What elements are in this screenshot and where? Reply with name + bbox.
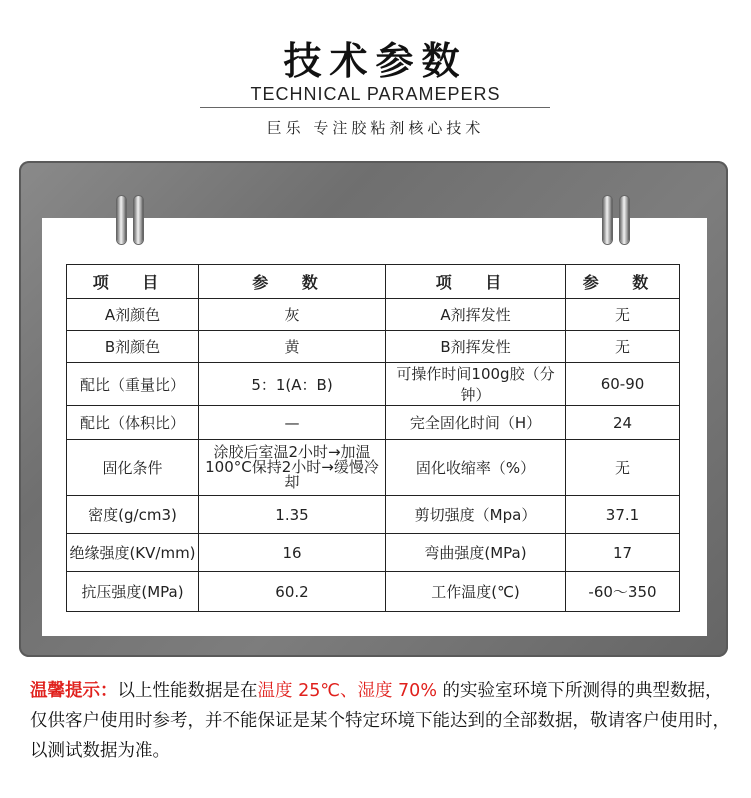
- table-row: [67, 331, 680, 363]
- page-subtitle: TECHNICAL PARAMEPERS: [250, 84, 501, 104]
- binder-ring-icon: [620, 196, 629, 244]
- table-row: [67, 534, 680, 572]
- header-value: 参 数: [566, 265, 680, 299]
- table-header-row: [67, 265, 680, 299]
- param-name: 密度(g/cm3): [67, 496, 199, 534]
- page-title: 技术参数: [283, 39, 468, 83]
- param-value: 无: [566, 299, 680, 331]
- param-name: 配比（重量比）: [67, 363, 199, 406]
- param-name: 工作温度(℃): [386, 572, 566, 612]
- param-name: 绝缘强度(KV/mm): [67, 534, 199, 572]
- param-name: A剂颜色: [67, 299, 199, 331]
- param-value: -60～350: [566, 572, 680, 612]
- param-value: 24: [566, 406, 680, 440]
- notice-humidity: 湿度 70%: [357, 681, 437, 701]
- tagline: 巨乐 专注胶粘剂核心技术: [266, 119, 485, 137]
- table-row: [67, 406, 680, 440]
- param-name: 抗压强度(MPa): [67, 572, 199, 612]
- param-value: 16: [199, 534, 386, 572]
- notice-temperature: 温度 25℃: [257, 681, 340, 701]
- param-name: 弯曲强度(MPa): [386, 534, 566, 572]
- param-value: —: [199, 406, 386, 440]
- notice-text: [30, 676, 730, 766]
- param-name: 剪切强度（Mpa）: [386, 496, 566, 534]
- binder-ring-icon: [117, 196, 126, 244]
- table-row: [67, 496, 680, 534]
- param-value: 37.1: [566, 496, 680, 534]
- binder-ring-icon: [603, 196, 612, 244]
- param-value: 灰: [199, 299, 386, 331]
- table-row: [67, 363, 680, 406]
- spec-table: [66, 264, 680, 612]
- param-name: 固化条件: [67, 440, 199, 496]
- notice-part2: 的实验室环境下所测得的典型数据，仅供客户使用时参考，并不能保证是某个特定环境下能达到的全部数据，敬请客户使用时，以测试数据为准。: [30, 681, 730, 761]
- table-row: [67, 440, 680, 496]
- table-row: [67, 299, 680, 331]
- param-value: 黄: [199, 331, 386, 363]
- param-value: 涂胶后室温2小时→加温100°C保持2小时→缓慢冷却: [199, 440, 386, 496]
- param-value: 60.2: [199, 572, 386, 612]
- notice-separator: 、: [339, 681, 358, 701]
- param-value: 无: [566, 440, 680, 496]
- param-name: 固化收缩率（%）: [386, 440, 566, 496]
- param-value: 17: [566, 534, 680, 572]
- header-value: 参 数: [199, 265, 386, 299]
- param-name: 完全固化时间（H）: [386, 406, 566, 440]
- param-name: A剂挥发性: [386, 299, 566, 331]
- notice-part1: 以上性能数据是在: [117, 681, 258, 701]
- param-value: 60-90: [566, 363, 680, 406]
- param-value: 5：1(A：B): [199, 363, 386, 406]
- header-item: 项 目: [67, 265, 199, 299]
- param-name: B剂挥发性: [386, 331, 566, 363]
- table-row: [67, 572, 680, 612]
- notice-label: 温馨提示：: [30, 681, 118, 701]
- param-name: 可操作时间100g胶（分钟）: [386, 363, 566, 406]
- param-value: 1.35: [199, 496, 386, 534]
- param-name: B剂颜色: [67, 331, 199, 363]
- binder-ring-icon: [134, 196, 143, 244]
- header-item: 项 目: [386, 265, 566, 299]
- param-name: 配比（体积比）: [67, 406, 199, 440]
- divider: [200, 107, 550, 108]
- param-value: 无: [566, 331, 680, 363]
